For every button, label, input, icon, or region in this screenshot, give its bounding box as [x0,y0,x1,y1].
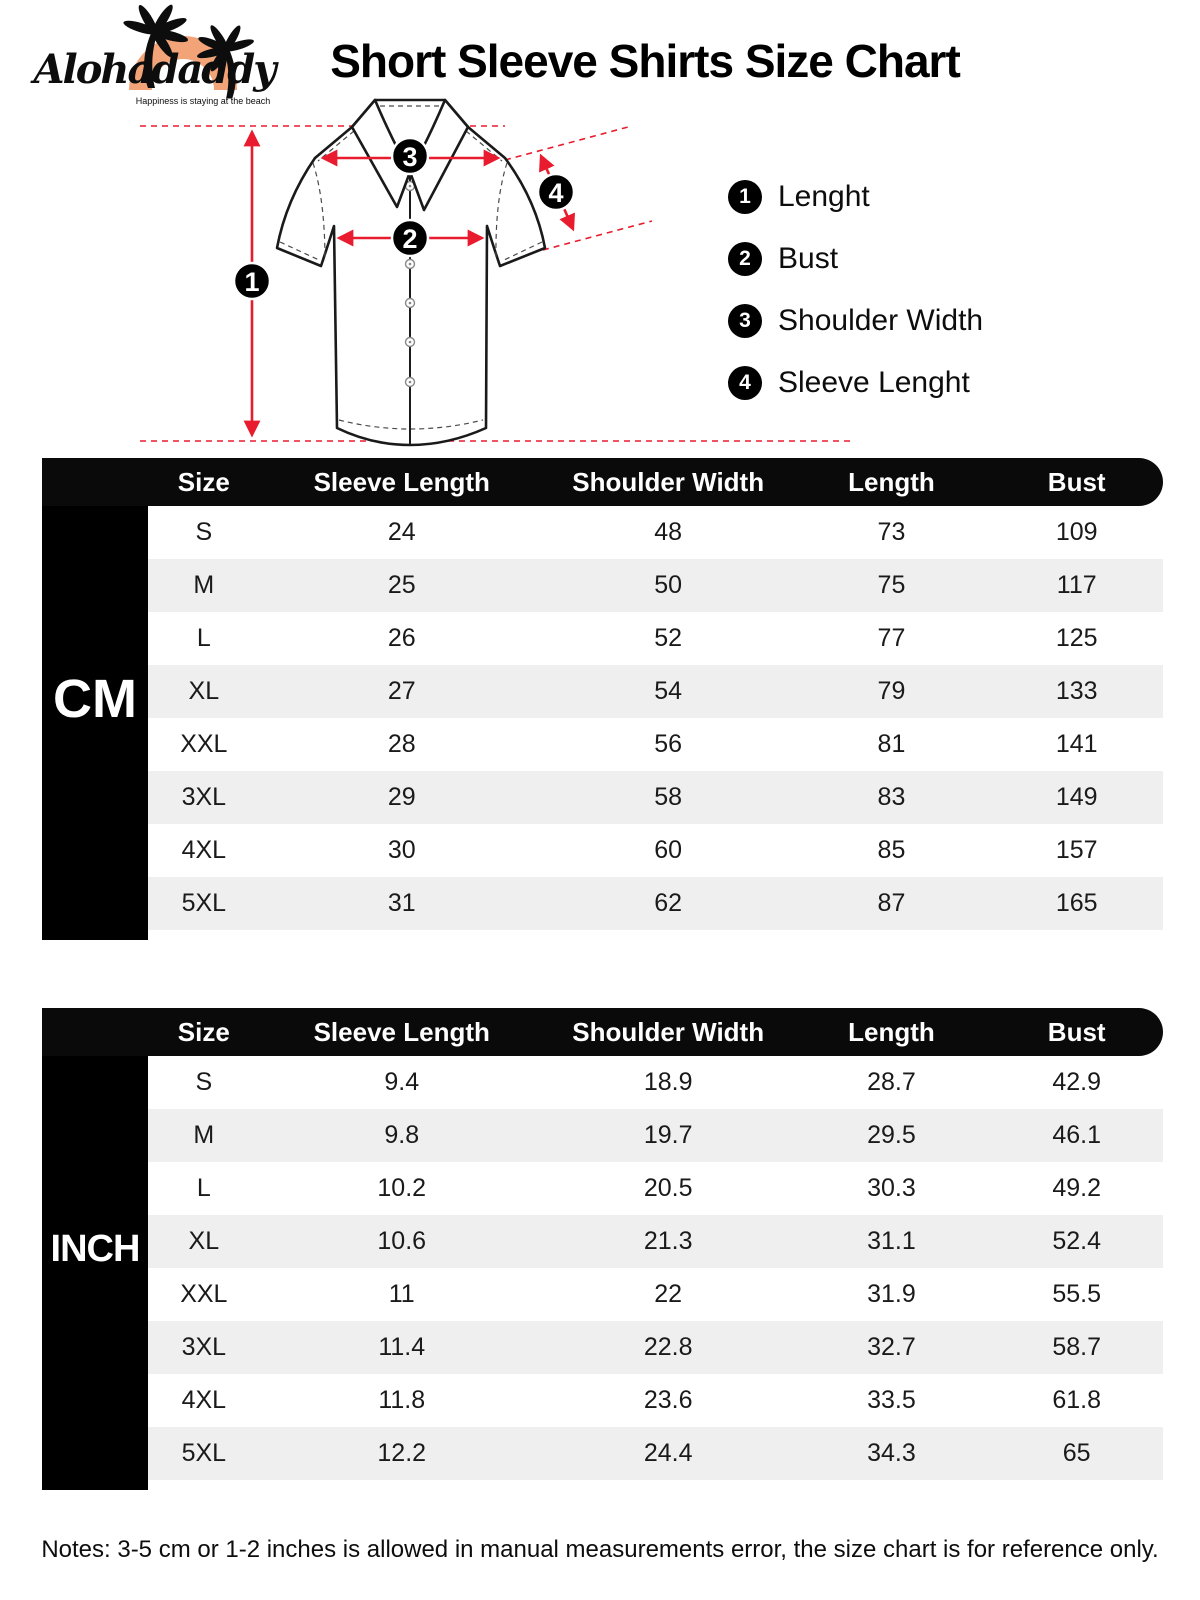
cell-shoulder-width: 19.7 [643,1121,693,1149]
cell-size: S [195,1068,213,1096]
cell-length: 87 [877,889,906,917]
inch-unit-label: INCH [50,1227,140,1270]
table-row-xxl [148,718,1163,771]
cell-bust: 42.9 [1052,1068,1102,1096]
cell-size: 3XL [181,1333,227,1361]
sleeve-upper-guide-line [505,127,628,160]
cell-shoulder-width: 20.5 [643,1174,693,1202]
marker-circle-1 [234,263,270,299]
column-header-bust: Bust [1047,1016,1106,1047]
notes-text: Notes: 3-5 cm or 1-2 inches is allowed in manual measurements error, the size chart is for reference only. [41,1536,1159,1563]
measurement-legend [728,180,983,428]
cell-size: S [195,518,213,546]
cell-shoulder-width: 22.8 [643,1333,693,1361]
cell-length: 83 [877,783,906,811]
table-row-m [148,1109,1163,1162]
svg-text:1: 1 [244,267,260,297]
cell-bust: 125 [1055,624,1098,652]
table-row-4xl [148,824,1163,877]
cell-bust: 157 [1055,836,1098,864]
table-row-xl [148,1215,1163,1268]
cell-shoulder-width: 50 [654,571,683,599]
legend-label: Bust [778,242,839,275]
cell-size: XXL [180,730,228,758]
brand-tagline: Happiness is staying at the beach [135,96,271,106]
legend-badge-4: 4 [728,366,762,400]
cell-shoulder-width: 58 [654,783,683,811]
cell-shoulder-width: 60 [654,836,683,864]
cell-shoulder-width: 22 [654,1280,683,1308]
cell-size: XXL [180,1280,228,1308]
cell-size: XL [188,1227,220,1255]
cell-sleeve-length: 30 [387,836,416,864]
cell-size: M [193,571,215,599]
table-row-3xl [148,1321,1163,1374]
cell-sleeve-length: 25 [387,571,416,599]
cm-unit-label: CM [53,669,137,729]
cm-unit-bar [42,458,148,940]
cell-length: 28.7 [867,1068,916,1096]
cell-bust: 52.4 [1052,1227,1102,1255]
cell-size: 3XL [181,783,227,811]
column-header-shoulder-width: Shoulder Width [572,466,765,497]
cell-shoulder-width: 52 [654,624,683,652]
marker-circle-3 [392,138,428,174]
table-row-s [148,1056,1163,1109]
cell-sleeve-length: 31 [387,889,416,917]
svg-text:3: 3 [402,142,418,172]
svg-text:4: 4 [548,178,564,208]
inch-table-rows [148,1056,1163,1480]
column-header-bust: Bust [1047,466,1106,497]
cell-shoulder-width: 56 [654,730,683,758]
table-row-3xl [148,771,1163,824]
cell-bust: 117 [1056,571,1097,599]
cell-length: 29.5 [867,1121,916,1149]
cell-size: L [196,624,211,652]
cell-sleeve-length: 28 [387,730,416,758]
legend-badge-1: 1 [728,180,762,214]
cell-sleeve-length: 24 [387,518,416,546]
cell-length: 73 [877,518,906,546]
cell-bust: 55.5 [1052,1280,1102,1308]
cell-shoulder-width: 54 [654,677,683,705]
cell-shoulder-width: 21.3 [643,1227,693,1255]
cell-shoulder-width: 23.6 [643,1386,693,1414]
cell-sleeve-length: 29 [387,783,416,811]
marker-circle-2 [392,220,428,256]
cell-shoulder-width: 24.4 [643,1439,693,1467]
cell-sleeve-length: 9.8 [384,1121,420,1149]
brand-name: Alohadaddy [33,46,275,93]
cell-length: 33.5 [867,1386,916,1414]
cm-table-rows [148,506,1163,930]
marker-circle-4 [538,174,574,210]
cell-size: 4XL [181,1386,227,1414]
legend-item-shoulder-width [728,304,983,338]
legend-item-bust [728,242,983,276]
column-header-shoulder-width: Shoulder Width [572,1016,765,1047]
column-header-size: Size [177,466,230,497]
cell-sleeve-length: 10.2 [377,1174,427,1202]
cm-size-table [42,458,1163,930]
page-title: Short Sleeve Shirts Size Chart [330,35,960,87]
svg-text:2: 2 [402,224,418,254]
cell-bust: 58.7 [1052,1333,1102,1361]
table-row-5xl [148,877,1163,930]
cell-size: M [193,1121,215,1149]
cell-size: XL [188,677,220,705]
cell-sleeve-length: 11.4 [378,1333,426,1361]
table-row-xxl [148,1268,1163,1321]
table-row-l [148,1162,1163,1215]
cell-size: 5XL [181,1439,227,1467]
column-header-length: Length [848,1016,935,1047]
cell-shoulder-width: 48 [654,518,683,546]
cell-sleeve-length: 11 [388,1280,415,1308]
table-row-4xl [148,1374,1163,1427]
cell-length: 31.1 [867,1227,916,1255]
cell-size: 5XL [181,889,227,917]
cell-sleeve-length: 9.4 [384,1068,420,1096]
legend-label: Sleeve Lenght [778,366,970,399]
cell-bust: 165 [1055,889,1098,917]
cell-length: 32.7 [867,1333,916,1361]
cell-sleeve-length: 27 [387,677,416,705]
cell-length: 30.3 [867,1174,916,1202]
cell-shoulder-width: 18.9 [643,1068,693,1096]
cell-bust: 109 [1055,518,1098,546]
sleeve-lower-guide-line [543,221,652,250]
cell-sleeve-length: 10.6 [377,1227,427,1255]
cell-bust: 49.2 [1052,1174,1102,1202]
cm-table-header [42,458,1163,506]
table-row-l [148,612,1163,665]
cell-length: 31.9 [867,1280,916,1308]
cell-bust: 65 [1062,1439,1091,1467]
inch-table-header [42,1008,1163,1056]
cell-sleeve-length: 12.2 [377,1439,427,1467]
legend-label: Lenght [778,180,870,213]
cell-bust: 46.1 [1052,1121,1102,1149]
cell-bust: 133 [1055,677,1098,705]
column-header-sleeve-length: Sleeve Length [313,1016,490,1047]
cell-length: 79 [877,677,906,705]
cell-length: 34.3 [867,1439,916,1467]
column-header-length: Length [848,466,935,497]
legend-item-length [728,180,983,214]
cell-bust: 61.8 [1052,1386,1102,1414]
cell-shoulder-width: 62 [654,889,683,917]
table-row-s [148,506,1163,559]
column-header-sleeve-length: Sleeve Length [313,466,490,497]
cell-sleeve-length: 11.8 [378,1386,426,1414]
cell-length: 77 [877,624,906,652]
legend-badge-2: 2 [728,242,762,276]
cell-length: 85 [877,836,906,864]
cell-length: 75 [877,571,906,599]
inch-unit-bar [42,1008,148,1490]
cell-bust: 141 [1055,730,1098,758]
table-row-xl [148,665,1163,718]
table-row-m [148,559,1163,612]
legend-label: Shoulder Width [778,304,984,337]
cell-size: L [196,1174,211,1202]
table-row-5xl [148,1427,1163,1480]
cell-sleeve-length: 26 [387,624,416,652]
legend-item-sleeve-length [728,366,983,400]
cell-bust: 149 [1055,783,1098,811]
column-header-size: Size [177,1016,230,1047]
legend-badge-3: 3 [728,304,762,338]
cell-size: 4XL [181,836,227,864]
inch-size-table [42,1008,1163,1480]
cell-length: 81 [877,730,906,758]
